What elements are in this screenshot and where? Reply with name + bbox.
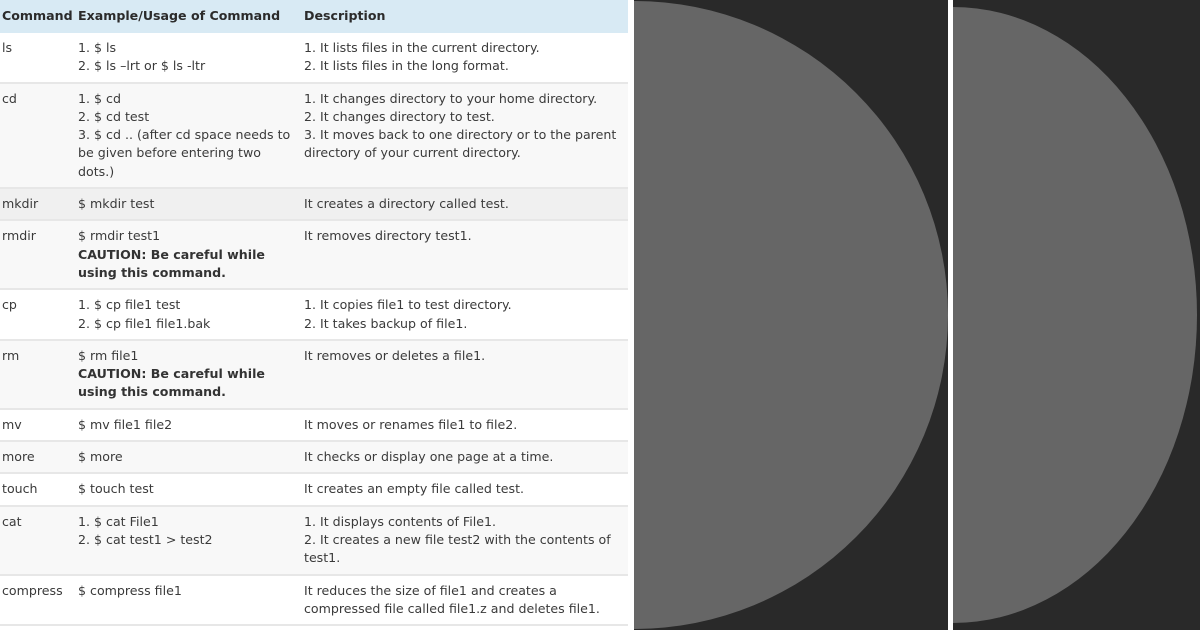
description-line: It creates an empty file called test. [304, 481, 525, 497]
description-line: It removes or deletes a file1. [304, 347, 486, 363]
command-cell: touch [0, 473, 72, 505]
description-cell [298, 409, 628, 441]
description-cell [298, 575, 628, 626]
table-body [0, 33, 628, 625]
command-cell: cp [0, 289, 72, 340]
command-cell: compress [0, 575, 72, 626]
description-line: 2. It changes directory to test. [304, 108, 495, 124]
usage-line: 2. $ cat test1 > test2 [78, 531, 213, 547]
usage-cell [72, 575, 298, 626]
table-row [0, 441, 628, 473]
description-cell [298, 289, 628, 340]
usage-cell [72, 441, 298, 473]
description-line: 1. It lists files in the current directory. [304, 40, 540, 55]
table-row [0, 575, 628, 626]
table-row [0, 473, 628, 505]
usage-line: $ rmdir test1 [78, 228, 161, 244]
table-row [0, 340, 628, 409]
description-line: It moves or renames file1 to file2. [304, 416, 518, 432]
header-command: Command [0, 0, 72, 33]
usage-cell [72, 33, 298, 83]
usage-line: $ rm file1 [78, 347, 139, 363]
usage-line: $ more [78, 449, 123, 465]
table-row [0, 33, 628, 83]
usage-line: $ mkdir test [78, 196, 155, 212]
table-row [0, 289, 628, 340]
description-line: It checks or display one page at a time. [304, 449, 554, 465]
half-circle-shape [953, 7, 1197, 623]
description-cell [298, 188, 628, 220]
description-cell [298, 473, 628, 505]
command-cell: mv [0, 409, 72, 441]
usage-cell [72, 188, 298, 220]
description-cell [298, 83, 628, 188]
usage-line: 2. $ ls –lrt or $ ls -ltr [78, 58, 206, 74]
usage-line: 2. $ cd test [78, 108, 150, 124]
usage-line: 1. $ cd [78, 90, 121, 106]
description-line: 1. It displays contents of File1. [304, 513, 496, 529]
usage-line: $ touch test [78, 481, 154, 497]
description-line: 3. It moves back to one directory or to the parent directory of your current directory. [304, 127, 617, 161]
table-row [0, 220, 628, 289]
usage-cell [72, 220, 298, 289]
usage-line: $ mv file1 file2 [78, 416, 173, 432]
description-line: 1. It copies file1 to test directory. [304, 297, 512, 313]
decorative-panel-right [953, 0, 1200, 630]
command-cell: rm [0, 340, 72, 409]
table-row [0, 409, 628, 441]
usage-cell [72, 473, 298, 505]
command-cell: rmdir [0, 220, 72, 289]
header-usage: Example/Usage of Command [72, 0, 298, 33]
usage-cell [72, 506, 298, 575]
table-header [0, 0, 628, 33]
description-line: It reduces the size of file1 and creates a compressed file called file1.z and deletes file1. [304, 582, 600, 616]
table-row [0, 506, 628, 575]
description-line: It creates a directory called test. [304, 196, 509, 212]
usage-line: $ compress file1 [78, 582, 182, 598]
caution-note: CAUTION: Be careful while using this command. [78, 366, 265, 400]
usage-line: 1. $ cp file1 test [78, 297, 181, 313]
command-cell: mkdir [0, 188, 72, 220]
description-cell [298, 340, 628, 409]
description-line: 1. It changes directory to your home directory. [304, 90, 598, 106]
description-cell [298, 33, 628, 83]
usage-cell [72, 340, 298, 409]
caution-note: CAUTION: Be careful while using this command. [78, 246, 265, 280]
description-cell [298, 506, 628, 575]
description-line: 2. It creates a new file test2 with the contents of test1. [304, 531, 611, 566]
command-cell: ls [0, 33, 72, 83]
usage-line: 1. $ ls [78, 40, 117, 55]
table-header-row [0, 0, 628, 33]
usage-line: 2. $ cp file1 file1.bak [78, 315, 211, 331]
description-cell [298, 441, 628, 473]
usage-cell [72, 289, 298, 340]
usage-line: 3. $ cd .. (after cd space needs to be given before entering two dots.) [78, 127, 291, 179]
decorative-panel-left [634, 0, 948, 630]
usage-line: 1. $ cat File1 [78, 513, 159, 529]
description-cell [298, 220, 628, 289]
table-row [0, 83, 628, 188]
description-line: It removes directory test1. [304, 228, 472, 244]
description-line: 2. It takes backup of file1. [304, 315, 468, 331]
command-cell: cd [0, 83, 72, 188]
usage-cell [72, 409, 298, 441]
command-cell: cat [0, 506, 72, 575]
table-row [0, 188, 628, 220]
half-circle-shape [634, 1, 948, 629]
command-cell: more [0, 441, 72, 473]
header-description: Description [298, 0, 628, 33]
description-line: 2. It lists files in the long format. [304, 58, 509, 74]
usage-cell [72, 83, 298, 188]
